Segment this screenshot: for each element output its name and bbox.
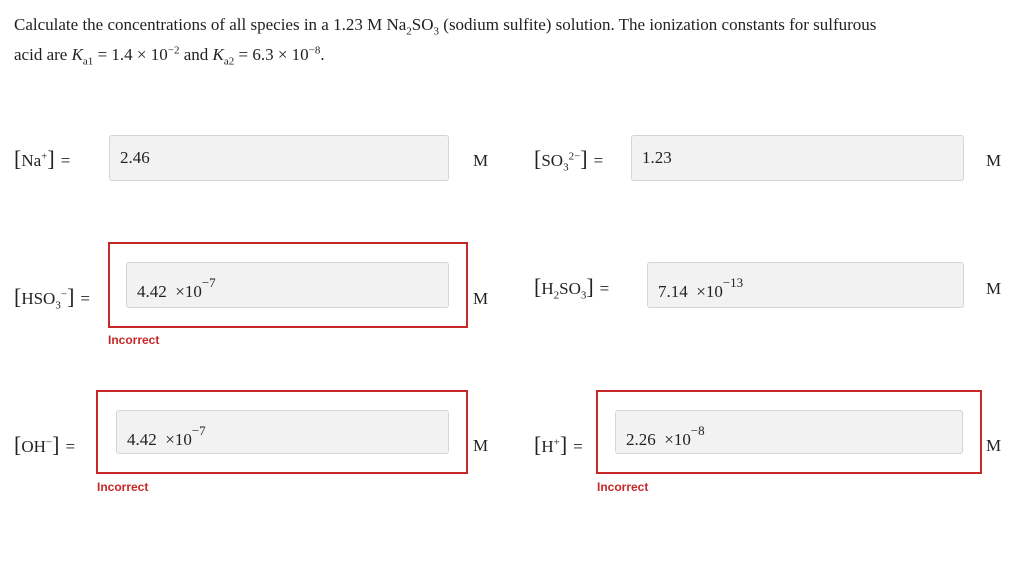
h2so3-label: $[H_2SO_3]$ = — [534, 274, 610, 302]
na-input[interactable] — [109, 135, 449, 181]
hso3-label: $[HSO_3^-]$ = — [14, 284, 90, 312]
h-label: [H+] = — [534, 432, 583, 457]
question-text — [14, 10, 1014, 70]
question-line-2: acid are $K_{a1} = 1.4 \times 10^{-2}$ and $K_{a2} = 6.3 \times 10^{-8}$. — [14, 44, 325, 68]
hso3-input[interactable]: $4.42 \times 10^{-7}$ — [126, 262, 449, 308]
h-status: Incorrect — [597, 480, 649, 494]
h2so3-input[interactable]: $7.14 \times 10^{-13}$ — [647, 262, 964, 308]
oh-label: [OH−] = — [14, 432, 76, 457]
so3-input[interactable] — [631, 135, 964, 181]
hso3-status: Incorrect — [108, 333, 160, 347]
oh-status: Incorrect — [97, 480, 149, 494]
na-value: 2.46 — [120, 148, 150, 167]
so3-unit: M — [986, 151, 1002, 170]
na-unit: M — [473, 151, 489, 170]
na-label: [Na+] = — [14, 146, 71, 171]
h-input[interactable]: $2.26 \times 10^{-8}$ — [615, 410, 963, 454]
so3-label: $[SO_3^{2-}]$ = — [534, 146, 604, 174]
question-line-1: Calculate the concentrations of all species in a 1.23 M $Na_2SO_3$ (sodium sulfite) solution. The ionization constants for sulfurous — [14, 15, 877, 38]
hso3-unit: M — [473, 289, 489, 308]
h-unit: M — [986, 436, 1002, 455]
so3-value: 1.23 — [642, 148, 672, 167]
h2so3-unit: M — [986, 279, 1002, 298]
oh-input[interactable]: $4.42 \times 10^{-7}$ — [116, 410, 449, 454]
oh-unit: M — [473, 436, 489, 455]
